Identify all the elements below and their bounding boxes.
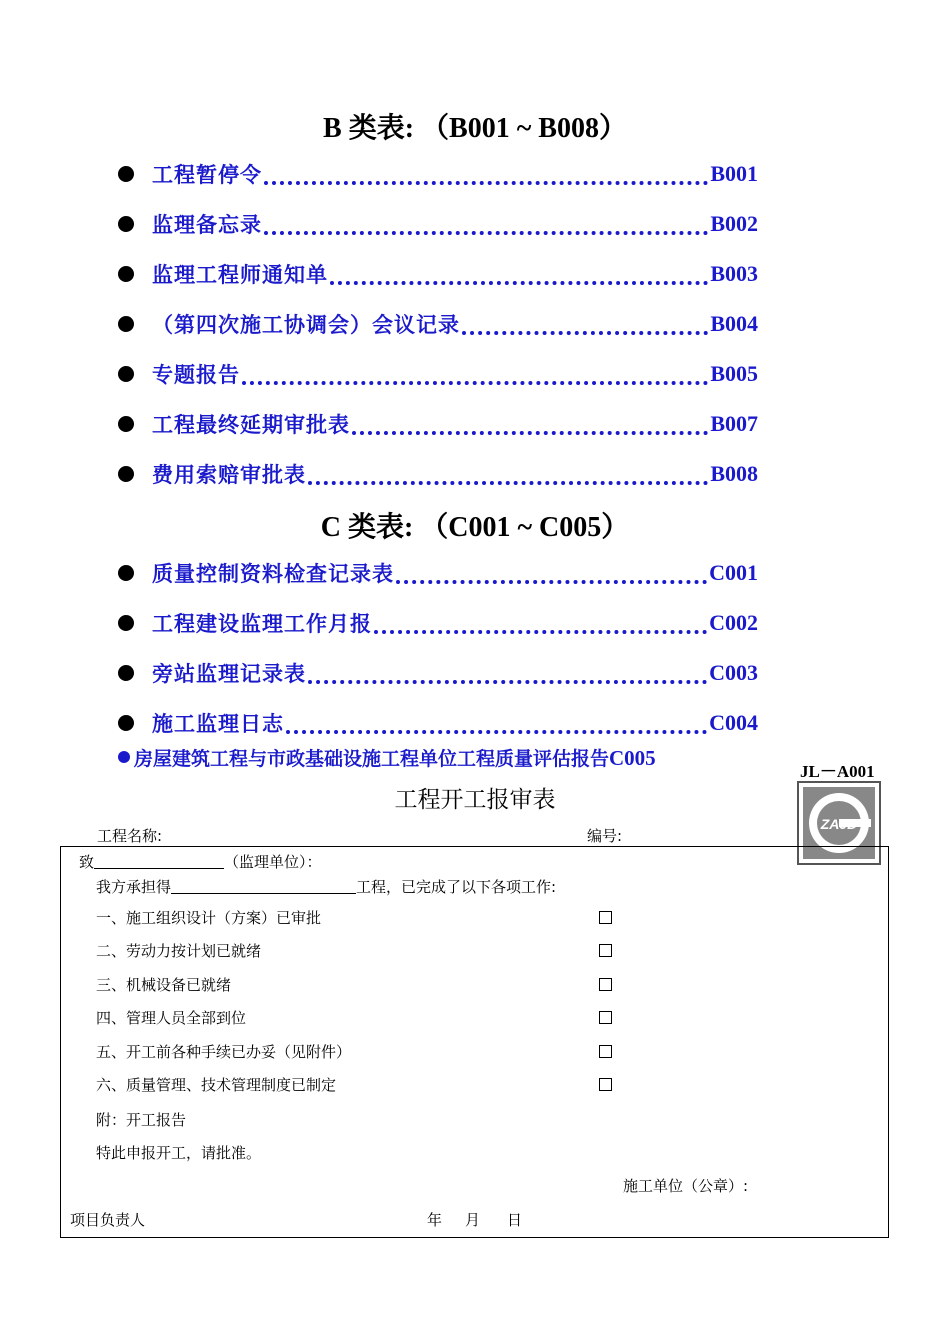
checklist-checkbox[interactable] xyxy=(599,1011,612,1024)
toc-item-c001[interactable] xyxy=(118,556,758,590)
checklist-checkbox[interactable] xyxy=(599,1078,612,1091)
form-title: 工程开工报审表 xyxy=(394,787,556,813)
toc-item-code: C003 xyxy=(709,660,758,685)
checklist-checkbox[interactable] xyxy=(599,911,612,924)
toc-item-label: 工程最终延期审批表 xyxy=(152,413,350,437)
checklist-item: 五、开工前各种手续已办妥（见附件） xyxy=(96,1042,352,1061)
toc-item-b001[interactable] xyxy=(118,157,758,191)
contractor-seal-label: 施工单位（公章）: xyxy=(623,1177,749,1195)
request-line: 特此申报开工，请批准。 xyxy=(96,1144,262,1162)
toc-item-label: 监理备忘录 xyxy=(152,213,262,237)
checklist-item: 三、机械设备已就绪 xyxy=(96,975,232,994)
toc-item-b007[interactable] xyxy=(118,407,758,441)
c-section-title: C 类表: （C001 ~ C005） xyxy=(320,512,630,543)
toc-leader-dots xyxy=(462,305,708,335)
toc-item-label: 工程建设监理工作月报 xyxy=(152,612,372,636)
bullet-icon xyxy=(118,466,134,482)
bullet-icon xyxy=(118,366,134,382)
to-suffix: （监理单位）： xyxy=(224,853,322,871)
logo-text: ZAJD xyxy=(820,816,858,832)
toc-item-code: B008 xyxy=(710,461,758,486)
toc-leader-dots xyxy=(264,155,708,185)
intro-line xyxy=(96,876,556,897)
project-manager-label: 项目负责人 xyxy=(70,1211,146,1229)
checklist-checkbox[interactable] xyxy=(599,944,612,957)
toc-item-c003[interactable] xyxy=(118,656,758,690)
form-box xyxy=(60,846,889,1238)
date-year: 年 xyxy=(427,1211,443,1229)
toc-item-c005[interactable] xyxy=(118,744,656,771)
toc-leader-dots xyxy=(352,405,708,435)
toc-item-label: 专题报告 xyxy=(152,363,240,387)
form-code: JL－A001 xyxy=(800,762,875,781)
toc-leader-dots xyxy=(330,255,708,285)
toc-item-label: （第四次施工协调会）会议记录 xyxy=(152,313,460,337)
toc-item-c004[interactable] xyxy=(118,706,758,740)
toc-item-code: C001 xyxy=(709,560,758,585)
checklist-item: 四、管理人员全部到位 xyxy=(96,1009,247,1028)
toc-item-label: 费用索赔审批表 xyxy=(152,463,306,487)
toc-item-code: B007 xyxy=(710,411,758,436)
toc-item-code: B002 xyxy=(710,211,758,236)
bullet-icon xyxy=(118,316,134,332)
toc-leader-dots xyxy=(308,654,707,684)
toc-leader-dots xyxy=(242,355,708,385)
toc-item-label: 监理工程师通知单 xyxy=(152,263,328,287)
checklist-item: 一、施工组织设计（方案）已审批 xyxy=(96,909,322,927)
intro-prefix: 我方承担得 xyxy=(96,878,172,896)
bullet-icon xyxy=(118,565,134,581)
bullet-icon xyxy=(118,751,130,763)
toc-item-code: B003 xyxy=(710,261,758,286)
toc-item-code: B001 xyxy=(710,161,758,186)
toc-leader-dots xyxy=(374,604,707,634)
to-prefix: 致 xyxy=(79,853,95,871)
bullet-icon xyxy=(118,166,134,182)
toc-item-b002[interactable] xyxy=(118,207,758,241)
toc-item-b008[interactable] xyxy=(118,457,758,491)
toc-item-code: C002 xyxy=(709,610,758,635)
toc-leader-dots xyxy=(286,704,707,734)
bullet-icon xyxy=(118,715,134,731)
toc-item-label: 质量控制资料检查记录表 xyxy=(152,562,394,586)
date-day: 日 xyxy=(507,1211,523,1229)
toc-item-code: B005 xyxy=(710,361,758,386)
toc-item-label: 旁站监理记录表 xyxy=(152,662,306,686)
intro-suffix: 工程，已完成了以下各项工作: xyxy=(356,878,557,896)
toc-item-code: C005 xyxy=(609,746,656,770)
toc-item-label: 工程暂停令 xyxy=(152,163,262,187)
toc-item-code: C004 xyxy=(709,710,758,735)
attachment-line: 附：开工报告 xyxy=(96,1111,187,1129)
bullet-icon xyxy=(118,216,134,232)
toc-leader-dots xyxy=(396,554,707,584)
toc-item-c002[interactable] xyxy=(118,606,758,640)
to-line xyxy=(79,851,322,872)
checklist-item: 二、劳动力按计划已就绪 xyxy=(96,942,262,961)
project-name-label: 工程名称: xyxy=(97,827,163,845)
toc-item-b003[interactable] xyxy=(118,257,758,291)
toc-leader-dots xyxy=(264,205,708,235)
toc-leader-dots xyxy=(308,455,708,485)
toc-item-code: B004 xyxy=(710,311,758,336)
bullet-icon xyxy=(118,615,134,631)
number-label: 编号: xyxy=(587,827,623,845)
bullet-icon xyxy=(118,416,134,432)
checklist-item: 六、质量管理、技术管理制度已制定 xyxy=(96,1076,337,1094)
checklist-checkbox[interactable] xyxy=(599,978,612,991)
project-field[interactable] xyxy=(171,877,356,894)
b-section-title: B 类表: （B001 ~ B008） xyxy=(323,113,627,144)
date-month: 月 xyxy=(465,1211,481,1229)
supervisor-unit-field[interactable] xyxy=(94,852,224,869)
checklist-checkbox[interactable] xyxy=(599,1045,612,1058)
bullet-icon xyxy=(118,266,134,282)
toc-item-label: 房屋建筑工程与市政基础设施工程单位工程质量评估报告 xyxy=(134,748,610,770)
toc-item-b005[interactable] xyxy=(118,357,758,391)
bullet-icon xyxy=(118,665,134,681)
toc-item-b004[interactable] xyxy=(118,307,758,341)
toc-item-label: 施工监理日志 xyxy=(152,712,284,736)
